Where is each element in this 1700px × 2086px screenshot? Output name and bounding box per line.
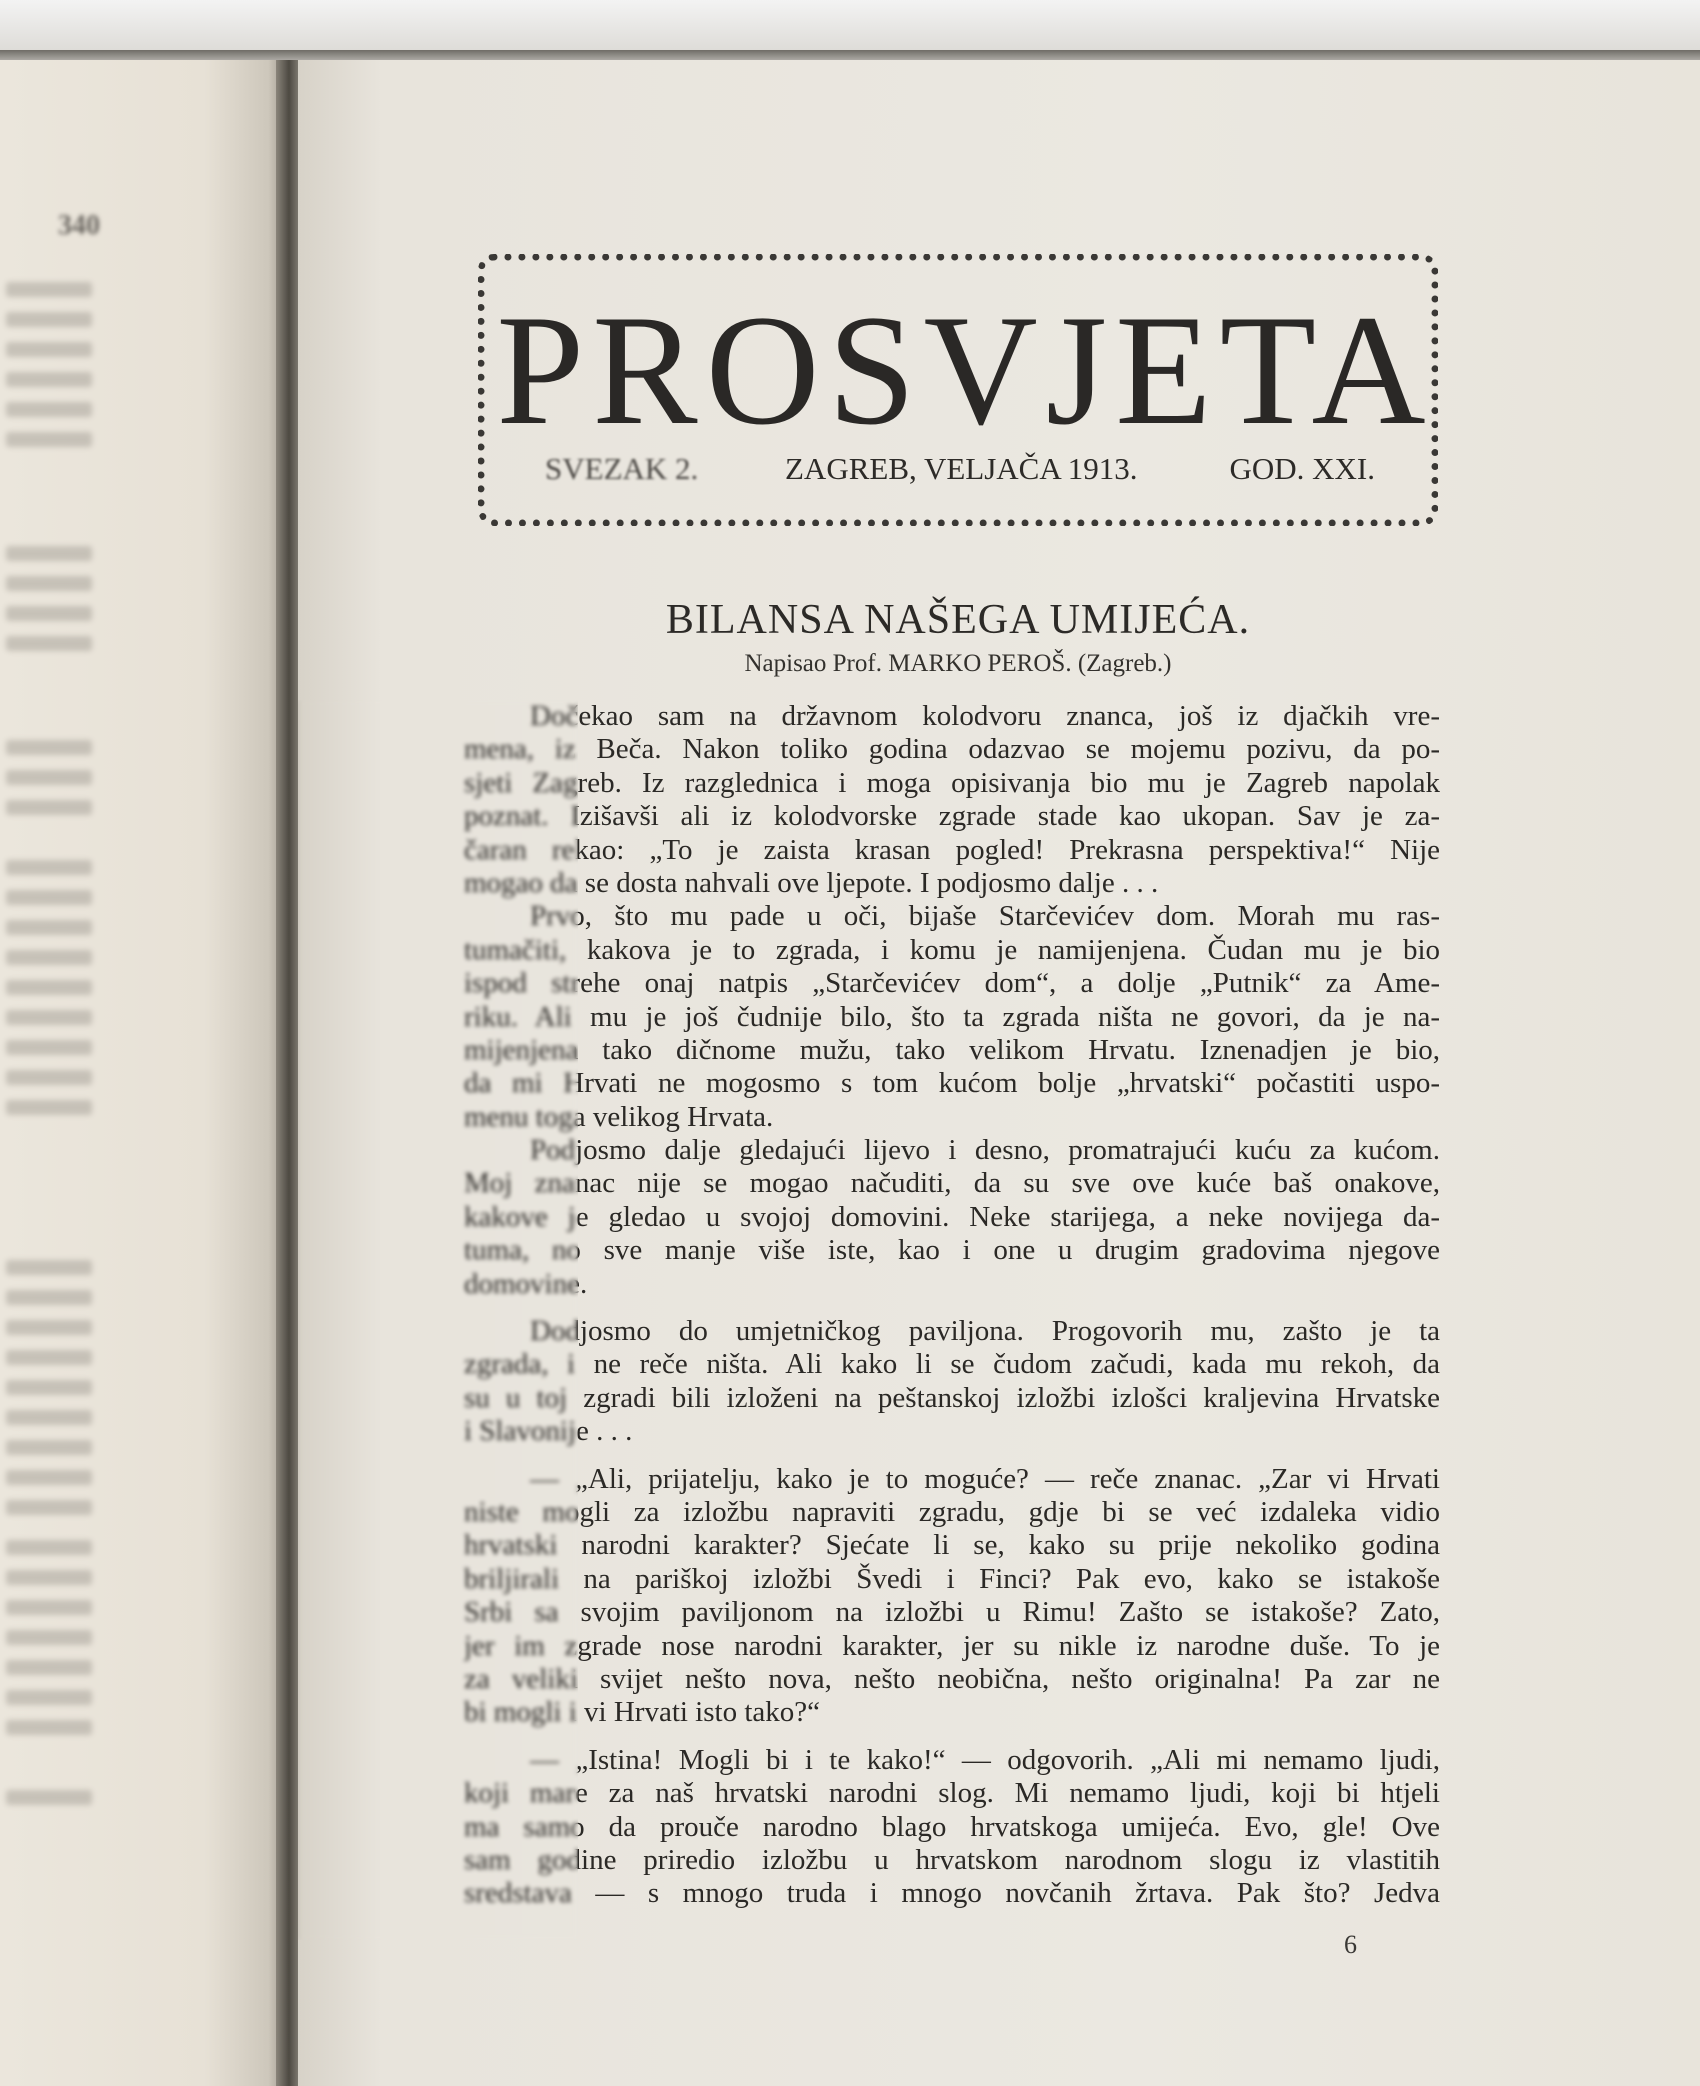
left-page-blurred-line (6, 920, 92, 935)
left-page-blurred-line (6, 1100, 92, 1115)
journal-title: PROSVJETA (496, 283, 1434, 458)
left-page-blurred-line (6, 740, 92, 755)
article-title: BILANSA NAŠEGA UMIJEĆA. (665, 597, 1251, 643)
left-page-blurred-line (6, 1600, 92, 1615)
article-line: da mi Hrvati ne mogosmo s tom kućom bolje „hrvatski“ počastiti uspo- (464, 1067, 1440, 1100)
masthead-frame (478, 254, 1438, 526)
left-page-blurred-line (6, 636, 92, 651)
article-line: koji mare za naš hrvatski narodni slog. Mi nemamo ljudi, koji bi htjeli (464, 1777, 1440, 1810)
left-page-blurred-line (6, 1470, 92, 1485)
left-page-blurred-line (6, 342, 92, 357)
article-line: sam godine priredio izložbu u hrvatskom narodnom slogu iz vlastitih (464, 1843, 1440, 1876)
article-line: ispod strehe onaj natpis „Starčevićev dom“, a dolje „Putnik“ za Ame- (464, 967, 1440, 1000)
issue-year: GOD. XXI. (1229, 451, 1375, 486)
article-line: — „Ali, prijatelju, kako je to moguće? — reče znanac. „Zar vi Hrvati (530, 1462, 1440, 1495)
article-line: Srbi sa svojim paviljonom na izložbi u Rimu! Zašto se istakoše? Zato, (464, 1596, 1440, 1629)
left-page-blurred-line (6, 1660, 92, 1675)
article-line: — „Istina! Mogli bi i te kako!“ — odgovorih. „Ali mi nemamo ljudi, (530, 1743, 1440, 1776)
article-line: poznat. Izišavši ali iz kolodvorske zgrade stade kao ukopan. Sav je za- (464, 800, 1440, 833)
issue-number: SVEZAK 2. (545, 451, 699, 486)
article-line: zgrada, i ne reče ništa. Ali kako li se čudom začudi, kada mu rekoh, da (464, 1348, 1440, 1381)
left-page-blurred-line (6, 1630, 92, 1645)
article-line: Dodjosmo do umjetničkog paviljona. Progovorih mu, zašto je ta (530, 1315, 1440, 1348)
article-line: tumačiti, kakova je to zgrada, i komu je namijenjena. Čudan mu je bio (464, 933, 1440, 966)
left-page-blurred-line (6, 1440, 92, 1455)
article-line: riku. Ali mu je još čudnije bilo, što ta zgrada ništa ne govori, da je na- (464, 1000, 1440, 1033)
left-page-blurred-line (6, 1380, 92, 1395)
left-page-blurred-line (6, 800, 92, 815)
issue-line (545, 451, 1385, 491)
article-line: niste mogli za izložbu napraviti zgradu, gdje bi se već izdaleka vidio (464, 1495, 1440, 1528)
article-line: ma samo da prouče narodno blago hrvatskoga umijeća. Evo, gle! Ove (464, 1810, 1440, 1843)
article-byline: Napisao Prof. MARKO PEROŠ. (Zagreb.) (744, 650, 1172, 677)
article-line: kakove je gledao u svojoj domovini. Neke starijega, a neke novijega da- (464, 1200, 1440, 1233)
left-page-blurred-line (6, 1500, 92, 1515)
left-page-blurred-line (6, 1070, 92, 1085)
article-line: tuma, no sve manje više iste, kao i one u drugim gradovima njegove (464, 1234, 1440, 1267)
article-line: briljirali na pariškoj izložbi Švedi i Finci? Pak evo, kako se istakoše (464, 1562, 1440, 1595)
article-line: mogao da se dosta nahvali ove ljepote. I podjosmo dalje . . . (464, 866, 1159, 899)
page-number: 6 (1344, 1930, 1357, 1959)
article-line: jer im zgrade nose narodni karakter, jer su nikle iz narodne duše. To je (464, 1629, 1440, 1662)
article-line: za veliki svijet nešto nova, nešto neobična, nešto originalna! Pa zar ne (464, 1662, 1440, 1695)
left-page-blurred-line (6, 1410, 92, 1425)
article-line: i Slavonije . . . (464, 1415, 633, 1448)
article-line: čaran rekao: „To je zaista krasan pogled! Prekrasna perspektiva!“ Nije (464, 833, 1440, 866)
article-line: Prvo, što mu pade u oči, bijaše Starčevićev dom. Morah mu ras- (530, 900, 1440, 933)
left-page-blurred-line (6, 372, 92, 387)
left-page-blurred-line (6, 1540, 92, 1555)
left-page-blurred-line (6, 1010, 92, 1025)
article-line: Dočekao sam na državnom kolodvoru znanca, još iz djačkih vre- (530, 700, 1440, 732)
left-page-blurred-line (6, 980, 92, 995)
left-page-blurred-line (6, 576, 92, 591)
left-page-blurred-line (6, 546, 92, 561)
article-line: menu toga velikog Hrvata. (464, 1100, 774, 1133)
left-page-blurred-line (6, 1570, 92, 1585)
article-line: sjeti Zagreb. Iz razglednica i moga opisivanja bio mu je Zagreb napolak (464, 766, 1440, 799)
left-page-blurred-line (6, 860, 92, 875)
left-page-blurred-line (6, 1350, 92, 1365)
left-page-blurred-line (6, 432, 92, 447)
left-page-blurred-line (6, 1260, 92, 1275)
page-curve-blur (298, 700, 578, 1940)
left-page-number: 340 (58, 210, 100, 241)
left-page-blurred-line (6, 402, 92, 417)
left-page-blurred-line (6, 312, 92, 327)
left-page (0, 60, 292, 2086)
left-page-blurred-line (6, 1790, 92, 1805)
article-line: bi mogli i vi Hrvati isto tako?“ (464, 1696, 821, 1729)
left-page-blurred-line (6, 606, 92, 621)
left-page-blurred-line (6, 770, 92, 785)
left-page-blurred-line (6, 950, 92, 965)
article-line: sredstava — s mnogo truda i mnogo novčanih žrtava. Pak što? Jedva (464, 1877, 1440, 1910)
left-page-blurred-line (6, 1290, 92, 1305)
article-line: mena, iz Beča. Nakon toliko godina odazvao se mojemu pozivu, da po- (464, 733, 1440, 766)
article-line: Podjosmo dalje gledajući lijevo i desno, promatrajući kuću za kućom. (530, 1134, 1440, 1167)
left-page-blurred-line (6, 1720, 92, 1735)
article-line: Moj znanac nije se mogao načuditi, da su sve ove kuće baš onakove, (464, 1167, 1440, 1200)
left-page-blurred-line (6, 282, 92, 297)
left-page-blurred-line (6, 1320, 92, 1335)
article-line: su u toj zgradi bili izloženi na peštanskoj izložbi izlošci kraljevina Hrvatske (464, 1381, 1440, 1414)
article-line: hrvatski narodni karakter? Sjećate li se, kako su prije nekoliko godina (464, 1529, 1440, 1562)
article-line: mijenjena tako dičnome mužu, tako velikom Hrvatu. Iznenadjen je bio, (464, 1033, 1440, 1066)
article-line: domovine. (464, 1267, 588, 1300)
issue-place-date: ZAGREB, VELJAČA 1913. (785, 451, 1138, 486)
left-page-blurred-line (6, 890, 92, 905)
left-page-blurred-line (6, 1690, 92, 1705)
left-page-blurred-line (6, 1040, 92, 1055)
article-body (464, 700, 1440, 1911)
